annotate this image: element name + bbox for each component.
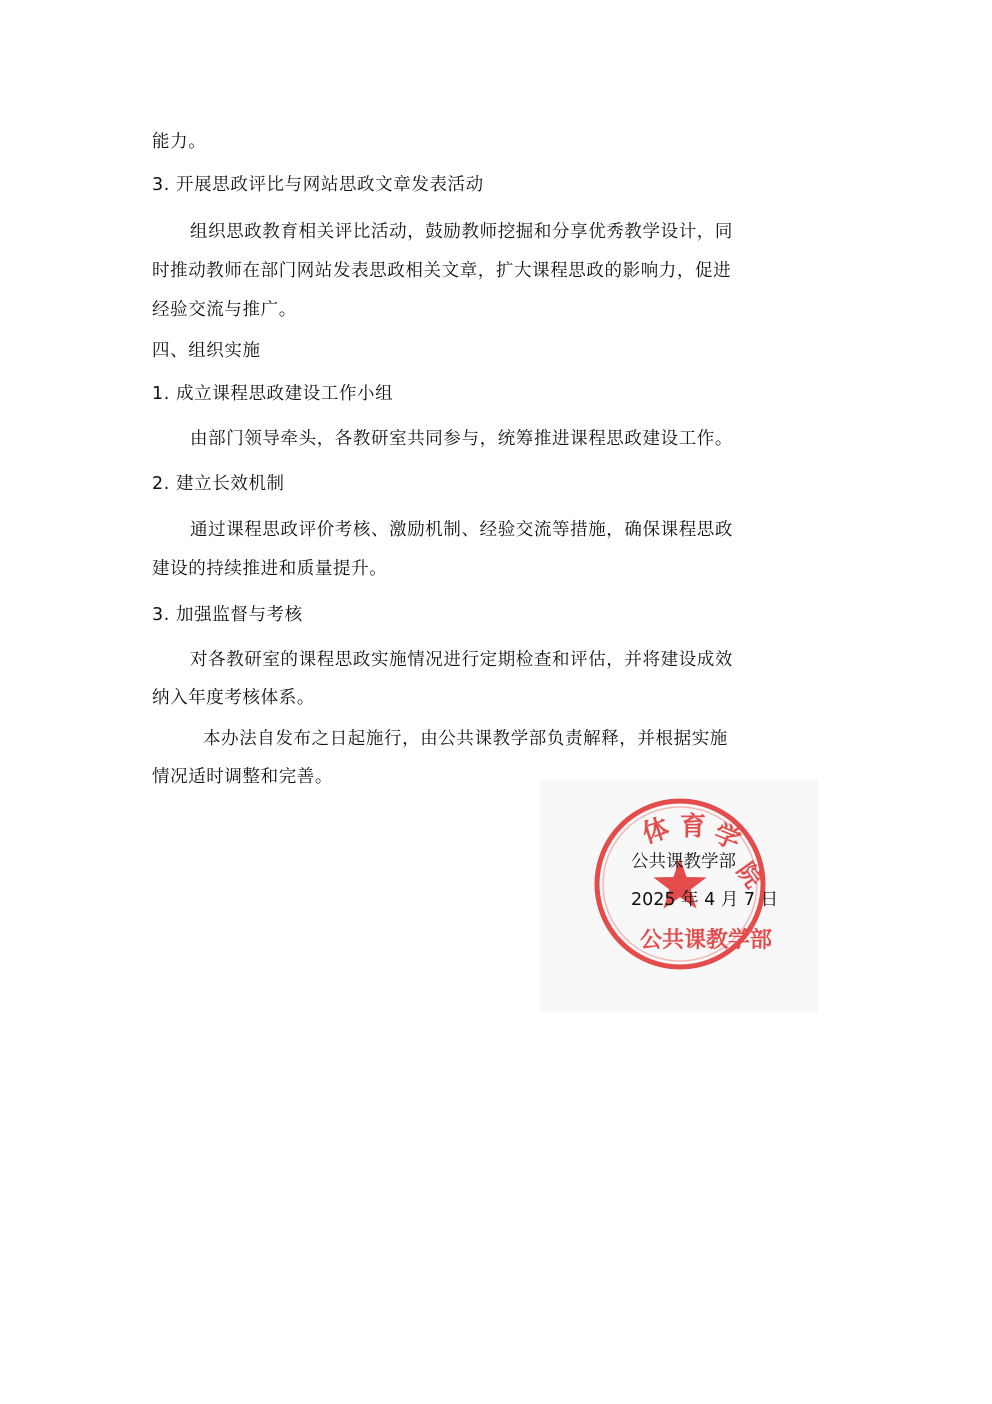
signature-department: 公共课教学部 bbox=[631, 852, 736, 872]
seal-text: 公共课教学部 bbox=[640, 928, 773, 953]
paragraph-line: 对各教研室的课程思政实施情况进行定期检查和评估，并将建设成效 bbox=[190, 650, 733, 670]
section-heading: 1. 成立课程思政建设工作小组 bbox=[152, 384, 394, 404]
paragraph-line: 经验交流与推广。 bbox=[152, 300, 297, 320]
paragraph-line: 通过课程思政评价考核、激励机制、经验交流等措施，确保课程思政 bbox=[190, 520, 733, 540]
section-heading: 2. 建立长效机制 bbox=[152, 474, 285, 494]
paragraph-line: 能力。 bbox=[152, 132, 207, 152]
svg-text:育: 育 bbox=[680, 812, 707, 842]
paragraph-line: 建设的持续推进和质量提升。 bbox=[152, 559, 388, 579]
svg-text:学: 学 bbox=[709, 818, 745, 857]
svg-text:体: 体 bbox=[638, 813, 673, 850]
signature-date: 2025 年 4 月 7 日 bbox=[631, 890, 779, 910]
paragraph-line: 由部门领导牵头，各教研室共同参与，统筹推进课程思政建设工作。 bbox=[190, 429, 733, 449]
section-heading: 3. 开展思政评比与网站思政文章发表活动 bbox=[152, 175, 484, 195]
paragraph-line: 时推动教师在部门网站发表思政相关文章，扩大课程思政的影响力，促进 bbox=[152, 261, 732, 281]
paragraph-line: 纳入年度考核体系。 bbox=[152, 688, 315, 708]
paragraph-line: 本办法自发布之日起施行，由公共课教学部负责解释，并根据实施 bbox=[203, 729, 728, 749]
paragraph-line: 情况适时调整和完善。 bbox=[152, 767, 333, 787]
svg-text:院: 院 bbox=[731, 857, 768, 894]
section-heading: 3. 加强监督与考核 bbox=[152, 605, 303, 625]
chapter-heading: 四、组织实施 bbox=[152, 341, 261, 361]
paragraph-line: 组织思政教育相关评比活动，鼓励教师挖掘和分享优秀教学设计，同 bbox=[190, 222, 733, 242]
